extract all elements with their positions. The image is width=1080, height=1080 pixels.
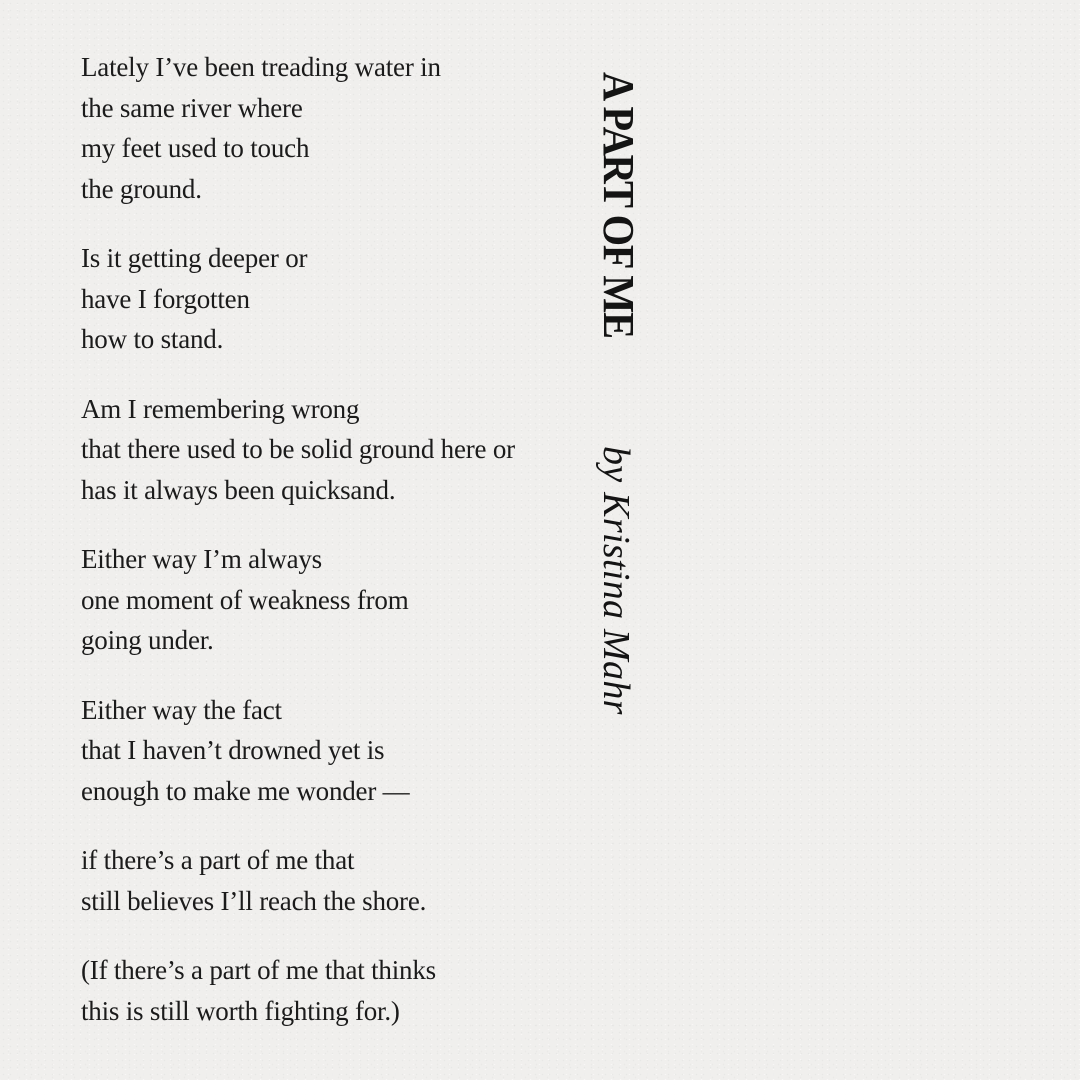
poem-line: Lately I’ve been treading water in <box>81 52 441 82</box>
stanza-5 <box>81 690 581 812</box>
poem-line: one moment of weakness from <box>81 584 409 615</box>
poem-line: Is it getting deeper or <box>81 243 308 273</box>
stanza-4 <box>81 539 581 661</box>
poem-line: Either way I’m always <box>81 544 322 574</box>
poem-line: my feet used to touch <box>81 133 310 163</box>
poem-line: has it always been quicksand. <box>81 474 396 505</box>
poem-line: the ground. <box>81 173 202 204</box>
poem-line: that I haven’t drowned yet is <box>81 735 385 765</box>
poem-line: (If there’s a part of me that thinks <box>81 955 436 985</box>
poem-line: how to stand. <box>81 324 224 354</box>
stanza-1 <box>81 47 581 209</box>
poem-line: Am I remembering wrong <box>81 393 360 424</box>
poem-line: that there used to be solid ground here or <box>81 434 515 464</box>
poem-line: still believes I’ll reach the shore. <box>81 885 427 916</box>
stanza-7 <box>81 950 581 1031</box>
poem-line: going under. <box>81 625 214 655</box>
stanza-3 <box>81 389 581 511</box>
poem-line: this is still worth fighting for.) <box>81 995 400 1026</box>
poem-line: the same river where <box>81 92 303 123</box>
poem-line: Either way the fact <box>81 694 282 725</box>
poem-line: enough to make me wonder — <box>81 775 410 806</box>
author-byline: by Kristina Mahr <box>595 446 637 715</box>
poem-title: A PART OF ME <box>594 72 643 338</box>
poem-line: have I forgotten <box>81 283 250 314</box>
poem-body <box>81 47 581 1060</box>
poem-line: if there’s a part of me that <box>81 845 355 875</box>
stanza-6 <box>81 840 581 921</box>
title-block <box>593 72 653 732</box>
stanza-2 <box>81 238 581 360</box>
